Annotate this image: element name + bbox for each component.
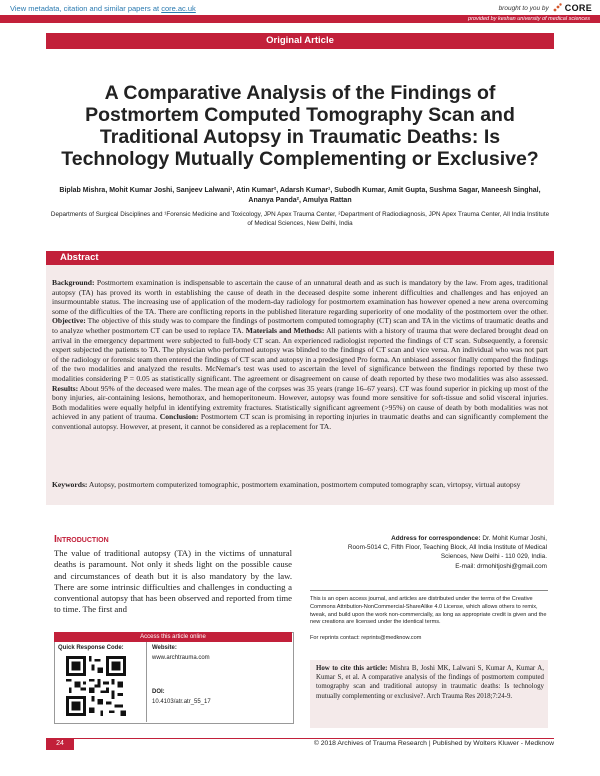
section-label: Original Article	[46, 33, 554, 49]
author-list: Biplab Mishra, Mohit Kumar Joshi, Sanjeev Lalwani¹, Atin Kumar², Adarsh Kumar¹, Subodh Kumar, Amit Gupta, Sushma Sagar, Maneesh Singhal, Ananya Panda², Amulya Rattan	[59, 187, 541, 204]
website-link[interactable]: www.archtrauma.com	[152, 655, 210, 661]
abstract-heading-text: Abstract	[60, 252, 99, 263]
core-logo-text: CORE	[564, 3, 592, 13]
divider	[310, 590, 548, 591]
core-link-host[interactable]: core.ac.uk	[161, 4, 196, 13]
intro-heading: Introduction	[54, 533, 109, 545]
cite-label: How to cite this article:	[316, 665, 388, 672]
article-title: A Comparative Analysis of the Findings of Postmortem Computed Tomography Scan and Traditional Autopsy in Traumatic Deaths: Is Technology Mutually Complementing or Exclusive?	[61, 82, 539, 170]
abstract-methods-label: Materials and Methods:	[245, 325, 325, 335]
doi-link[interactable]: 10.4103/atr.atr_55_17	[152, 699, 211, 705]
core-brand[interactable]	[499, 3, 592, 13]
core-brought-by: brought to you by	[498, 4, 549, 12]
core-logo-icon	[552, 3, 562, 13]
cite-body: Mishra B, Joshi MK, Lalwani S, Kumar A, Kumar A, Kumar S, et al. A comparative analysis of the findings of postmortem computed tomography scan and traditional autopsy in traumatic deaths: Is technology mutually complementing or exclusive?. Arch Trauma Res 2018;7:24-9.	[316, 665, 544, 700]
abstract-conclusion: Postmortem CT scan is promising in reporting injuries in traumatic deaths and can significantly complement the conventional autopsy. However, at present, it cannot be considered as a replacement for TA.	[52, 412, 548, 431]
correspondence-name: Dr. Mohit Kumar Joshi,	[480, 535, 547, 542]
abstract-results: About 95% of the deceased were males. The mean age of the corpses was 35 years (range 16–67 years). CT was found superior in picking up most of the bony injuries, air-containing lesions, hemothorax, and hemoperitoneum. However, autopsy was found more sensitive for soft-tissue and solid visceral injuries. Both modalities were equally helpful in identifying extremity fractures. Statistically significant agreement (>95%) on cause of death by both modalities was not achieved in any patient of trauma.	[52, 383, 548, 422]
core-link-prefix: View metadata, citation and similar papers at	[10, 4, 162, 13]
page-number: 24	[46, 738, 74, 750]
access-divider	[146, 642, 147, 722]
abstract-background-label: Background:	[52, 278, 95, 287]
abstract-text	[52, 278, 548, 432]
license-text: This is an open access journal, and articles are distributed under the terms of the Creative Commons Attribution-NonCommercial-ShareAlike 4.0 License, which allows others to remix, tweak, and build upon the work non-commercially, as long as appropriate credit is given and the new creations are licensed under the identical terms.	[310, 596, 547, 626]
cite-text	[316, 664, 544, 701]
qr-label: Quick Response Code:	[58, 645, 124, 651]
abstract-heading	[46, 251, 554, 265]
intro-text: The value of traditional autopsy (TA) in the victims of unnatural deaths is paramount. Not only it sheds light on the possible cause and circumstances of death but it is also mandatory by the law. There are some intrinsic difficulties and challenges in conducting a conventional autopsy that has been observed and reported from time to time. The first and	[54, 548, 292, 615]
footer-copyright: © 2018 Archives of Trauma Research | Published by Wolters Kluwer - Medknow	[313, 740, 554, 747]
affiliations: Departments of Surgical Disciplines and ¹Forensic Medicine and Toxicology, JPN Apex Trauma Center, ²Department of Radiodiagnosis, JPN Apex Trauma Center, All India Institute of Medical Sciences, New Delhi, India	[50, 211, 550, 227]
abstract-results-label: Results:	[52, 383, 79, 393]
correspondence-label: Address for correspondence:	[391, 535, 481, 542]
core-provided-by: provided by keshan university of medical sciences	[468, 16, 590, 22]
keywords-label: Keywords:	[52, 480, 88, 489]
abstract-objective-label: Objective:	[52, 316, 86, 326]
reprints-contact[interactable]: For reprints contact: reprints@medknow.com	[310, 635, 422, 641]
keywords	[52, 480, 548, 490]
core-provider-bar	[0, 15, 600, 23]
abstract-background: Postmortem examination is indispensable to ascertain the cause of an unnatural death and as such is mandatory by the law. From ages, traditional autopsy (TA) has proved its worth in establishing the cause of death in the deceased despite some inherent difficulties and challenges and has enjoyed an insurmountable status. The increasing use of application of the modern-day radiology for postmortem examination has however opened a new arena overcoming some of the difficulties of the TA. There are conflicting reports in the published literature regarding superiority of one modality of the postmortem over the other.	[52, 278, 548, 316]
footer-rule	[46, 738, 554, 739]
core-metadata-link[interactable]	[10, 4, 196, 13]
website-label: Website:	[152, 645, 177, 651]
access-heading: Access this article online	[54, 632, 292, 642]
abstract-methods: All patients with a history of trauma that were declared brought dead on arrival in the emergency department were subjected to full-body CT scan. An experienced radiologist reported the findings of CT scan. Subsequently, a forensic expert subjected the patients to TA. The physician who performed autopsy was blinded to the findings of CT scan and vice versa. An individual who was not part of the radiology or forensic team then entered the findings of CT scan and autopsy in a predesigned Pro forma. An unbiased assessor finally compared the findings of the two modalities and analyzed the results. McNemar's test was used to ascertain the level of significance between the findings reported by these two modalities considering P = 0.05 as statistically significant. The agreement or disagreement on cause of death reported by these two modalities was also assessed.	[52, 325, 548, 383]
correspondence	[310, 534, 547, 571]
correspondence-address-1: Room-5014 C, Fifth Floor, Teaching Block, All India Institute of Medical	[347, 544, 547, 552]
doi-label: DOI:	[152, 689, 165, 695]
keywords-text: Autopsy, postmortem computerized tomographic, postmortem examination, postmortem computed tomography scan, virtopsy, virtual autopsy	[87, 480, 521, 489]
abstract-conclusion-label: Conclusion:	[159, 412, 199, 422]
qr-code-icon[interactable]	[66, 656, 126, 716]
correspondence-address-2: Sciences, New Delhi - 110 029, India.	[440, 553, 547, 561]
abstract-objective: The objective of this study was to compare the findings of postmortem computed tomography (CT) scan and TA in the victims of traumatic deaths and to analyze whether postmortem CT can be used to replace TA.	[52, 316, 548, 335]
correspondence-email[interactable]: E-mail: drmohitjoshi@gmail.com	[455, 562, 547, 570]
